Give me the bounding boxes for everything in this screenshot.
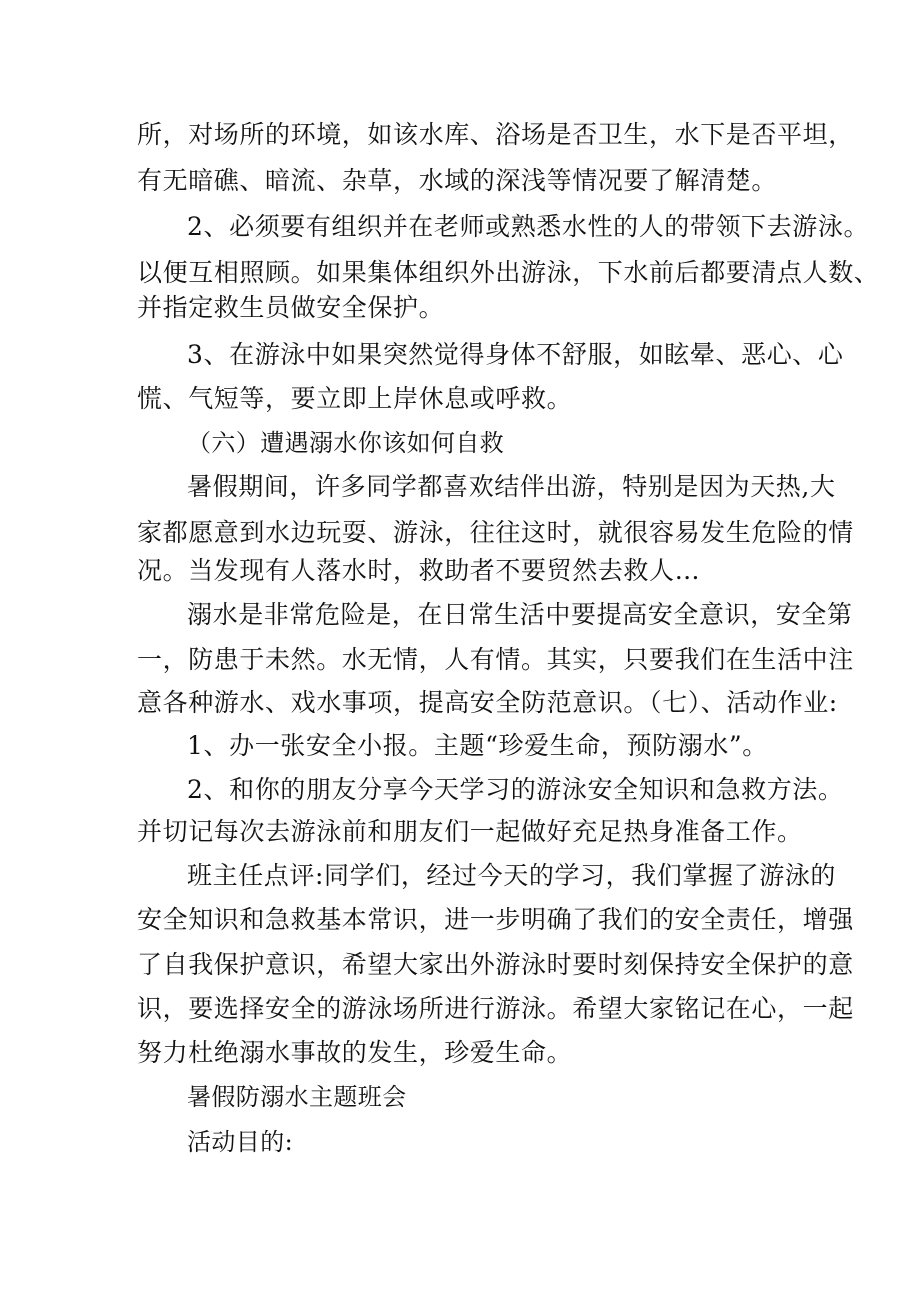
section-heading: 活动目的: — [187, 1128, 294, 1156]
text-line: 了自我保护意识，希望大家出外游泳时要时刻保持安全保护的意 — [137, 950, 854, 979]
text-line: 一，防患于未然。水无情，人有情。其实，只要我们在生活中注 — [137, 645, 854, 674]
section-heading: 暑假防溺水主题班会 — [187, 1083, 407, 1111]
text-line: 班主任点评:同学们，经过今天的学习，我们掌握了游泳的 — [187, 861, 837, 890]
text-line: 努力杜绝溺水事故的发生，珍爱生命。 — [137, 1038, 573, 1067]
text-line: 意各种游水、戏水事项，提高安全防范意识。（七）、活动作业: — [137, 688, 838, 717]
text-line: 并指定救生员做安全保护。 — [137, 293, 445, 322]
section-heading: （六）遭遇溺水你该如何自救 — [187, 429, 505, 457]
text-line: 并切记每次去游泳前和朋友们一起做好充足热身准备工作。 — [137, 817, 803, 846]
text-line: 溺水是非常危险是，在日常生活中要提高安全意识，安全第 — [187, 600, 853, 629]
text-line: 家都愿意到水边玩耍、游泳，往往这时，就很容易发生危险的情 — [137, 518, 854, 547]
text-line: 1、办一张安全小报。主题“珍爱生命，预防溺水”。 — [187, 731, 768, 760]
text-line: 2、必须要有组织并在老师或熟悉水性的人的带领下去游泳。 — [187, 212, 870, 241]
text-line: 暑假期间，许多同学都喜欢结伴出游，特别是因为天热,大 — [187, 472, 836, 501]
text-line: 安全知识和急救基本常识，进一步明确了我们的安全责任，增强 — [137, 905, 854, 934]
text-line: 以便互相照顾。如果集体组织外出游泳，下水前后都要清点人数、 — [137, 258, 880, 287]
text-line: 3、在游泳中如果突然觉得身体不舒服，如眩晕、恶心、心 — [187, 340, 844, 369]
text-line: 2、和你的朋友分享今天学习的游泳安全知识和急救方法。 — [187, 775, 844, 804]
text-line: 况。当发现有人落水时，救助者不要贸然去救人… — [137, 556, 701, 585]
text-line: 慌、气短等，要立即上岸休息或呼救。 — [137, 384, 573, 413]
text-line: 识，要选择安全的游泳场所进行游泳。希望大家铭记在心，一起 — [137, 994, 854, 1023]
text-line: 所，对场所的环境，如该水库、浴场是否卫生，水下是否平坦， — [137, 120, 854, 149]
text-line: 有无暗礁、暗流、杂草，水域的深浅等情况要了解清楚。 — [137, 166, 778, 195]
